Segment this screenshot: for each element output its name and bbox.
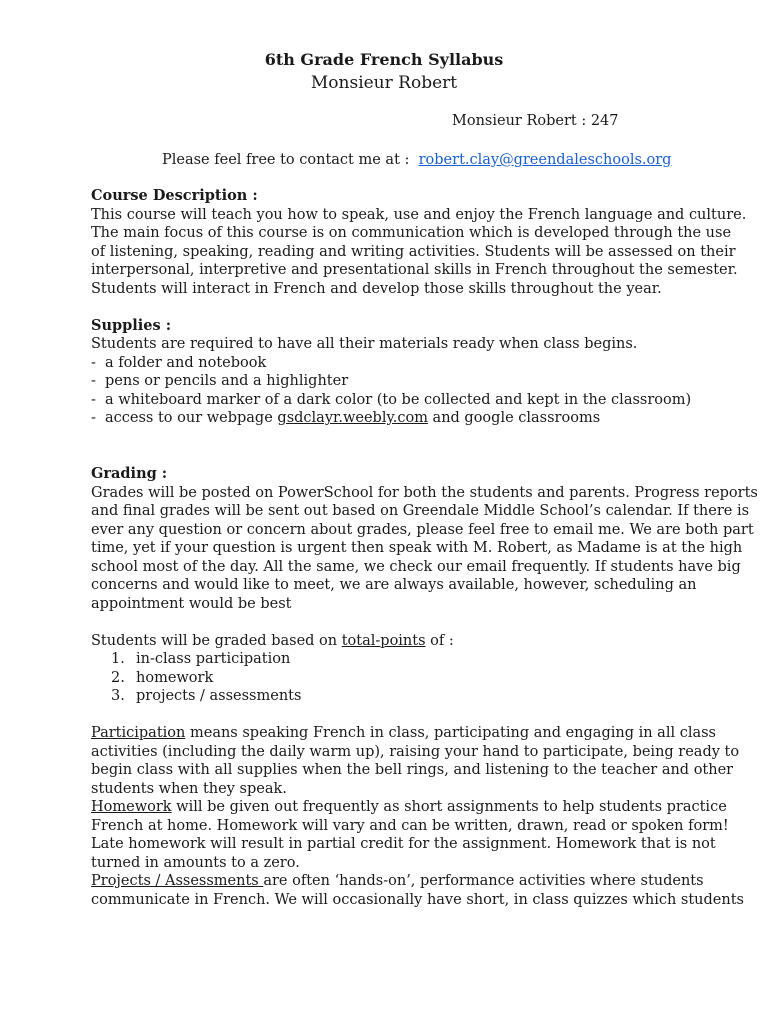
supply-item: - access to our webpage gsdclayr.weebly.com and google classrooms: [91, 410, 601, 426]
webpage-link[interactable]: gsdclayr.weebly.com: [277, 410, 428, 426]
projects-line: communicate in French. We will occasionally have short, in class quizzes which students: [91, 891, 744, 908]
grading-line: Grades will be posted on PowerSchool for both the students and parents. Progress reports: [91, 484, 758, 501]
contact-prefix: Please feel free to contact me at :: [162, 152, 410, 168]
projects-term: Projects / Assessments: [91, 873, 264, 889]
homework-line: turned in amounts to a zero.: [91, 854, 300, 871]
teacher-name: Monsieur Robert: [310, 73, 458, 93]
spacer: [91, 428, 691, 447]
homework-term: Homework: [91, 799, 172, 815]
page-title: 6th Grade French Syllabus: [264, 50, 504, 69]
homework-line: Homework will be given out frequently as short assignments to help students practice: [91, 799, 727, 815]
grading-line: appointment would be best: [91, 595, 292, 612]
participation-line: activities (including the daily warm up), raising your hand to participate, being ready to: [91, 743, 740, 760]
course-description-line: Students will interact in French and develop those skills throughout the year.: [91, 280, 662, 297]
grading-category: 3. projects / assessments: [111, 688, 302, 704]
homework-line: French at home. Homework will vary and can be written, drawn, read or spoken form!: [91, 817, 729, 834]
grading-category: 1. in-class participation: [111, 651, 291, 667]
course-description-heading: Course Description :: [91, 187, 258, 204]
room-number: Monsieur Robert : 247: [452, 113, 619, 129]
supply-item: - a folder and notebook: [91, 354, 267, 371]
grading-line: concerns and would like to meet, we are always available, however, scheduling an: [91, 577, 697, 593]
grading-line: ever any question or concern about grades, please feel free to email me. We are both part: [91, 521, 754, 538]
grading-line: and final grades will be sent out based on Greendale Middle School’s calendar. If there is: [91, 503, 750, 519]
course-description-line: This course will teach you how to speak, use and enjoy the French language and culture.: [91, 206, 747, 223]
supplies-intro: Students are required to have all their materials ready when class begins.: [91, 336, 638, 352]
grading-category: 2. homework: [111, 669, 214, 686]
spacer: [91, 298, 691, 317]
course-description-line: interpersonal, interpretive and presentational skills in French throughout the semester.: [91, 262, 738, 278]
spacer: [91, 446, 691, 465]
participation-line: students when they speak.: [91, 780, 287, 797]
participation-line: begin class with all supplies when the bell rings, and listening to the teacher and other: [91, 762, 734, 778]
grading-heading: Grading :: [91, 465, 168, 482]
supply-item: - pens or pencils and a highlighter: [91, 373, 349, 389]
syllabus-body: [91, 187, 758, 909]
total-points-term: total-points: [341, 632, 426, 649]
grading-line: time, yet if your question is urgent then speak with M. Robert, as Madame is at the high: [91, 540, 743, 556]
course-description-line: of listening, speaking, reading and writing activities. Students will be assessed on their: [91, 243, 736, 260]
homework-line: Late homework will result in partial credit for the assignment. Homework that is not: [91, 836, 716, 852]
grading-line: school most of the day. All the same, we check our email frequently. If students have big: [91, 558, 741, 575]
contact-email-link[interactable]: robert.clay@greendaleschools.org: [418, 152, 672, 168]
projects-line: Projects / Assessments are often ‘hands-on’, performance activities where students: [91, 873, 704, 889]
participation-term: Participation: [91, 725, 186, 741]
supply-item: - a whiteboard marker of a dark color (to be collected and kept in the classroom): [91, 391, 692, 408]
participation-line: Participation means speaking French in class, participating and engaging in all class: [91, 725, 716, 741]
spacer: [91, 613, 691, 632]
grading-basis: Students will be graded based on total-points of :: [91, 632, 454, 649]
contact-line: [162, 150, 671, 170]
supplies-heading: Supplies :: [91, 316, 172, 334]
course-description-line: The main focus of this course is on communication which is developed through the use: [91, 225, 732, 241]
spacer: [91, 706, 691, 725]
